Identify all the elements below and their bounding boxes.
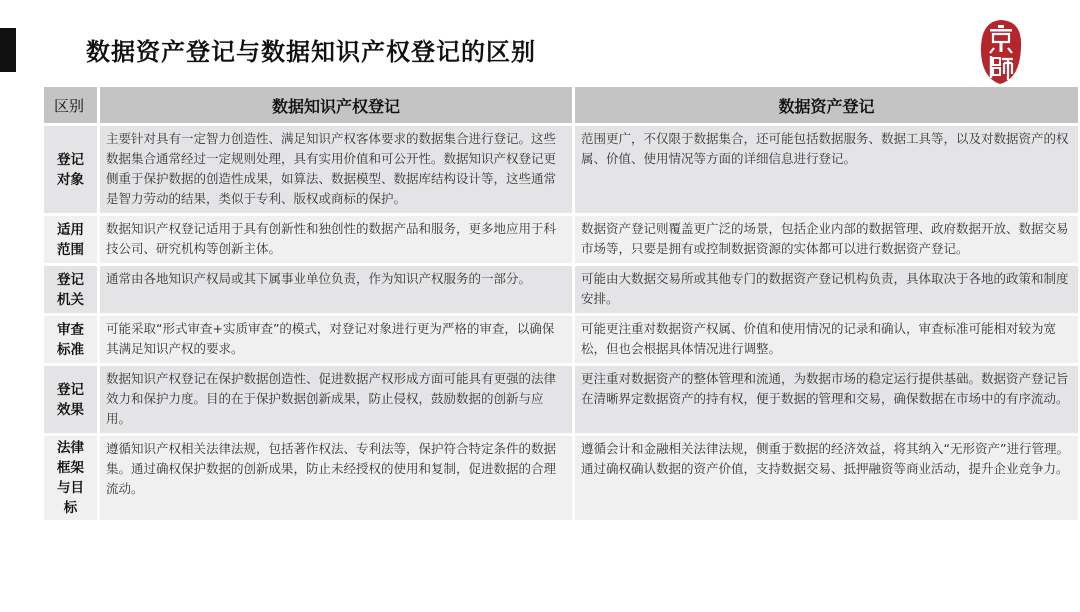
table-header-row: [44, 87, 1078, 123]
row-label: 登记效果: [44, 366, 97, 433]
ip-cell: 主要针对具有一定智力创造性、满足知识产权客体要求的数据集合进行登记。这些数据集合通常经过一定规则处理，具有实用价值和可公开性。数据知识产权登记更侧重于保护数据的创造性成果，如算法、数据模型、数据库结构设计等，这些通常是智力劳动的结果，类似于专利、版权或商标的保护。: [100, 126, 572, 213]
asset-cell: 遵循会计和金融相关法律法规，侧重于数据的经济效益，将其纳入“无形资产”进行管理。通过确权确认数据的资产价值，支持数据交易、抵押融资等商业活动，提升企业竞争力。: [575, 436, 1078, 520]
ip-cell: 通常由各地知识产权局或其下属事业单位负责，作为知识产权服务的一部分。: [100, 266, 572, 313]
row-label: 法律框架与目标: [44, 436, 97, 520]
ip-cell: 可能采取“形式审查+实质审查”的模式，对登记对象进行更为严格的审查，以确保其满足知识产权的要求。: [100, 316, 572, 363]
table-row: [44, 216, 1078, 263]
asset-cell: 范围更广，不仅限于数据集合，还可能包括数据服务、数据工具等，以及对数据资产的权属、价值、使用情况等方面的详细信息进行登记。: [575, 126, 1078, 213]
row-label: 审查标准: [44, 316, 97, 363]
table-row: [44, 316, 1078, 363]
header-data-ip-registration: 数据知识产权登记: [100, 87, 572, 123]
row-label: 适用范围: [44, 216, 97, 263]
table-row: [44, 266, 1078, 313]
asset-cell: 更注重对数据资产的整体管理和流通，为数据市场的稳定运行提供基础。数据资产登记旨在清晰界定数据资产的持有权，便于数据的管理和交易，确保数据在市场中的有序流动。: [575, 366, 1078, 433]
asset-cell: 可能更注重对数据资产权属、价值和使用情况的记录和确认，审查标准可能相对较为宽松，但也会根据具体情况进行调整。: [575, 316, 1078, 363]
asset-cell: 数据资产登记则覆盖更广泛的场景，包括企业内部的数据管理、政府数据开放、数据交易市场等，只要是拥有或控制数据资源的实体都可以进行数据资产登记。: [575, 216, 1078, 263]
ip-cell: 数据知识产权登记在保护数据创造性、促进数据产权形成方面可能具有更强的法律效力和保护力度。目的在于保护数据创新成果，防止侵权，鼓励数据的创新与应用。: [100, 366, 572, 433]
ip-cell: 遵循知识产权相关法律法规，包括著作权法、专利法等，保护符合特定条件的数据集。通过确权保护数据的创新成果，防止未经授权的使用和复制，促进数据的合理流动。: [100, 436, 572, 520]
header-data-asset-registration: 数据资产登记: [575, 87, 1078, 123]
asset-cell: 可能由大数据交易所或其他专门的数据资产登记机构负责，具体取决于各地的政策和制度安排。: [575, 266, 1078, 313]
header-difference: 区别: [44, 87, 97, 123]
title-accent-bar: [0, 28, 16, 72]
seal-logo-icon: [978, 18, 1024, 86]
ip-cell: 数据知识产权登记适用于具有创新性和独创性的数据产品和服务，更多地应用于科技公司、研究机构等创新主体。: [100, 216, 572, 263]
table-row: [44, 126, 1078, 213]
row-label: 登记机关: [44, 266, 97, 313]
comparison-table: [41, 84, 1080, 523]
row-label: 登记对象: [44, 126, 97, 213]
table-row: [44, 366, 1078, 433]
table-row: [44, 436, 1078, 520]
page-title: 数据资产登记与数据知识产权登记的区别: [86, 38, 536, 66]
